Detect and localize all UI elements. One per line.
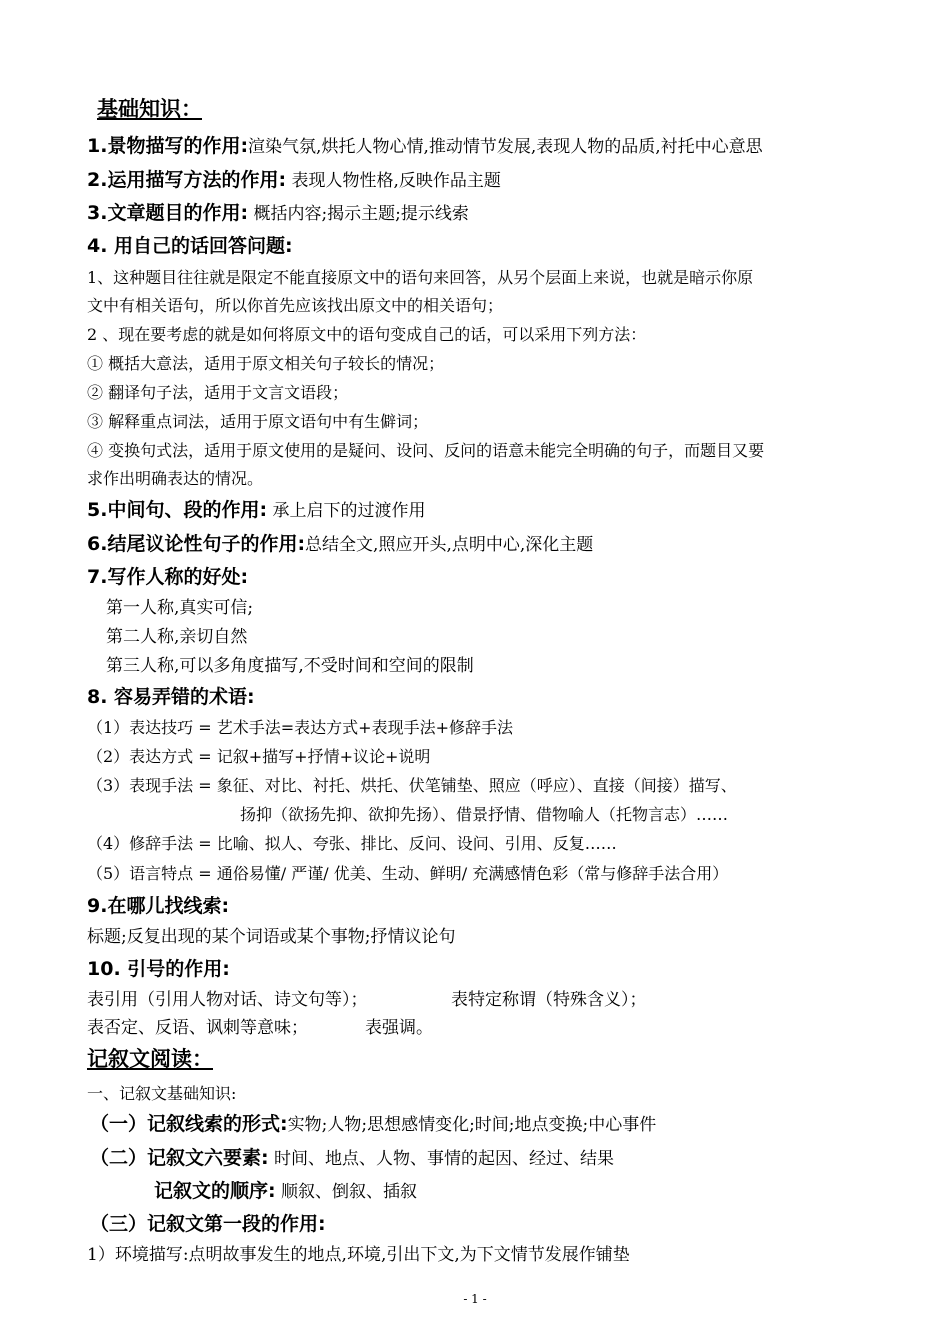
item-5-text: 承上启下的过渡作用: [267, 501, 426, 521]
narrative-item-2b-heading: 记叙文的顺序:: [154, 1180, 276, 1202]
item-10: [87, 957, 230, 982]
item-8-term-2: （2）表达方式 = 记叙+描写+抒情+议论+说明: [87, 747, 431, 766]
item-6-text: 总结全文,照应开头,点明中心,深化主题: [305, 535, 594, 555]
item-7-point-3: 第三人称,可以多角度描写,不受时间和空间的限制: [106, 656, 474, 676]
narrative-item-1-heading: （一）记叙线索的形式:: [90, 1113, 288, 1135]
item-3-heading: 3.文章题目的作用:: [87, 202, 249, 224]
item-4-method-4b: 求作出明确表达的情况。: [87, 469, 264, 488]
narrative-item-1-text: 实物;人物;思想感情变化;时间;地点变换;中心事件: [287, 1115, 657, 1135]
item-1-heading: 1.景物描写的作用:: [87, 135, 249, 157]
item-4-paragraph-2: 2 、现在要考虑的就是如何将原文中的语句变成自己的话，可以采用下列方法：: [87, 325, 647, 344]
item-8-term-3b: 扬抑（欲扬先抑、欲抑先扬）、借景抒情、借物喻人（托物言志）……: [240, 805, 729, 824]
item-9-heading: 9.在哪儿找线索:: [87, 895, 230, 917]
item-4-paragraph-1a: 1、这种题目往往就是限定不能直接原文中的语句来回答，从另个层面上来说，也就是暗示你原: [87, 268, 754, 287]
item-8-term-4: （4）修辞手法 = 比喻、拟人、夸张、排比、反问、设问、引用、反复……: [87, 834, 617, 853]
item-4: [87, 234, 293, 259]
item-5: [87, 498, 425, 523]
item-7-point-2: 第二人称,亲切自然: [106, 627, 248, 647]
narrative-item-2: [90, 1146, 614, 1171]
item-4-method-4a: ④ 变换句式法，适用于原文使用的是疑问、设问、反问的语意未能完全明确的句子，而题目又要: [87, 441, 765, 460]
page-number: - 1 -: [463, 1292, 487, 1306]
item-3-text: 概括内容;揭示主题;提示线索: [248, 204, 469, 224]
narrative-intro: 一、记叙文基础知识:: [87, 1084, 237, 1103]
section-title-basic: 基础知识：: [97, 96, 202, 121]
item-3: [87, 201, 469, 226]
item-7-point-1: 第一人称,真实可信;: [106, 598, 254, 618]
item-9: [87, 894, 229, 919]
item-10-text-b1: 表否定、反语、讽刺等意味；: [87, 1018, 308, 1038]
item-10-text-a1: 表引用（引用人物对话、诗文句等）；: [87, 990, 368, 1010]
item-8-term-1: （1）表达技巧 = 艺术手法=表达方式+表现手法+修辞手法: [87, 718, 513, 737]
narrative-item-3-point-1: 1）环境描写:点明故事发生的地点,环境,引出下文,为下文情节发展作铺垫: [87, 1245, 630, 1265]
item-1: [87, 134, 763, 159]
item-8: [87, 685, 255, 710]
item-2-text: 表现人物性格,反映作品主题: [286, 171, 501, 191]
item-8-heading: 8. 容易弄错的术语:: [87, 686, 255, 708]
item-6: [87, 532, 593, 557]
item-4-method-2: ② 翻译句子法，适用于文言文语段；: [87, 383, 349, 402]
item-4-method-3: ③ 解释重点词法，适用于原文语句中有生僻词；: [87, 412, 429, 431]
narrative-item-1: [90, 1112, 656, 1137]
item-5-heading: 5.中间句、段的作用:: [87, 499, 268, 521]
item-9-text: 标题;反复出现的某个词语或某个事物;抒情议论句: [87, 927, 456, 947]
narrative-item-3-heading: （三）记叙文第一段的作用:: [90, 1213, 326, 1235]
item-8-term-5: （5）语言特点 = 通俗易懂/ 严谨/ 优美、生动、鲜明/ 充满感情色彩（常与修辞手法合用）: [87, 864, 729, 883]
section-title-narrative: 记叙文阅读：: [87, 1046, 213, 1071]
narrative-item-2-heading: （二）记叙文六要素:: [90, 1147, 269, 1169]
narrative-item-2b-text: 顺叙、倒叙、插叙: [275, 1182, 418, 1202]
item-10-text-a2: 表特定称谓（特殊含义）；: [451, 990, 647, 1010]
item-4-paragraph-1b: 文中有相关语句，所以你首先应该找出原文中的相关语句；: [87, 296, 504, 315]
item-4-heading: 4. 用自己的话回答问题:: [87, 235, 293, 257]
item-4-method-1: ① 概括大意法，适用于原文相关句子较长的情况；: [87, 354, 445, 373]
item-7: [87, 565, 248, 590]
item-10-text-b2: 表强调。: [365, 1018, 433, 1038]
item-10-heading: 10. 引号的作用:: [87, 958, 230, 980]
narrative-item-2b: [154, 1179, 417, 1204]
item-7-heading: 7.写作人称的好处:: [87, 566, 249, 588]
item-2: [87, 168, 501, 193]
item-8-term-3a: （3）表现手法 = 象征、对比、衬托、烘托、伏笔铺垫、照应（呼应）、直接（间接）描写、: [87, 776, 737, 795]
narrative-item-3: [90, 1212, 326, 1237]
item-6-heading: 6.结尾议论性句子的作用:: [87, 533, 306, 555]
item-2-heading: 2.运用描写方法的作用:: [87, 169, 287, 191]
narrative-item-2-text: 时间、地点、人物、事情的起因、经过、结果: [268, 1149, 615, 1169]
item-1-text: 渲染气氛,烘托人物心情,推动情节发展,表现人物的品质,衬托中心意思: [248, 137, 763, 157]
